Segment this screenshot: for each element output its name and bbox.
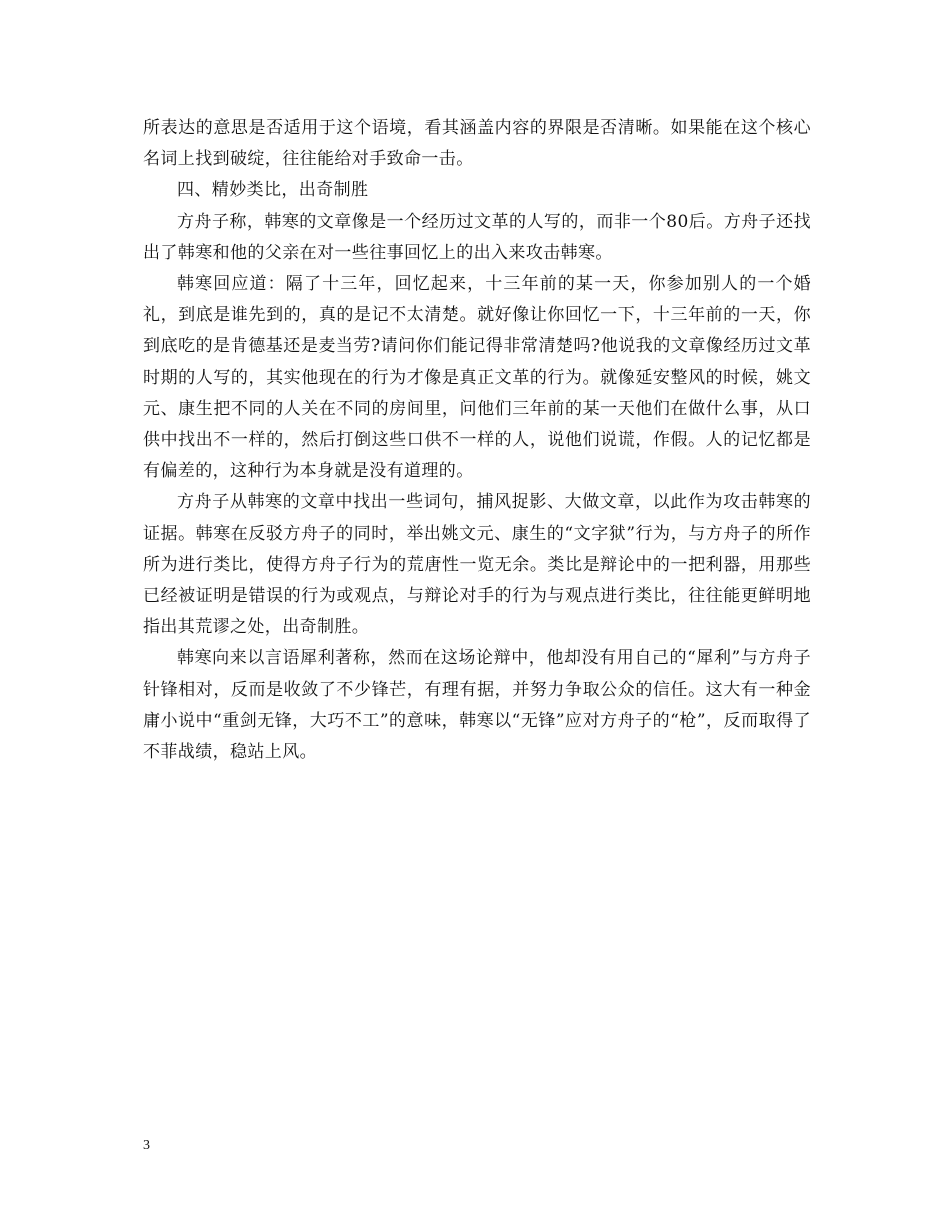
document-body [143, 113, 811, 768]
paragraph: 韩寒向来以言语犀利著称，然而在这场论辩中，他却没有用自己的“犀利”与方舟子针锋相对，反而是收敛了不少锋芒，有理有据，并努力争取公众的信任。这大有一种金庸小说中“重剑无锋，大巧不工”的意味，韩寒以“无锋”应对方舟子的“枪”，反而取得了不菲战绩，稳站上风。 [143, 648, 811, 763]
paragraph: 方舟子称，韩寒的文章像是一个经历过文革的人写的，而非一个80后。方舟子还找出了韩寒和他的父亲在对一些往事回忆上的出入来攻击韩寒。 [143, 211, 811, 263]
paragraph: 方舟子从韩寒的文章中找出一些词句，捕风捉影、大做文章，以此作为攻击韩寒的证据。韩寒在反驳方舟子的同时，举出姚文元、康生的“文字狱”行为，与方舟子的所作所为进行类比，使得方舟子行为的荒唐性一览无余。类比是辩论中的一把利器，用那些已经被证明是错误的行为或观点，与辩论对手的行为与观点进行类比，往往能更鲜明地指出其荒谬之处，出奇制胜。 [143, 492, 811, 638]
paragraph: 韩寒回应道：隔了十三年，回忆起来，十三年前的某一天，你参加别人的一个婚礼，到底是谁先到的，真的是记不太清楚。就好像让你回忆一下，十三年前的一天，你到底吃的是肯德基还是麦当劳?请问你们能记得非常清楚吗?他说我的文章像经历过文革时期的人写的，其实他现在的行为才像是真正文革的行为。就像延安整风的时候，姚文元、康生把不同的人关在不同的房间里，问他们三年前的某一天他们在做什么事，从口供中找出不一样的，然后打倒这些口供不一样的人，说他们说谎，作假。人的记忆都是有偏差的，这种行为本身就是没有道理的。 [143, 274, 811, 482]
section-heading: 四、精妙类比，出奇制胜 [177, 180, 369, 201]
page-number: 3 [143, 1138, 150, 1153]
paragraph-continuation: 所表达的意思是否适用于这个语境，看其涵盖内容的界限是否清晰。如果能在这个核心名词上找到破绽，往往能给对手致命一击。 [143, 118, 811, 170]
